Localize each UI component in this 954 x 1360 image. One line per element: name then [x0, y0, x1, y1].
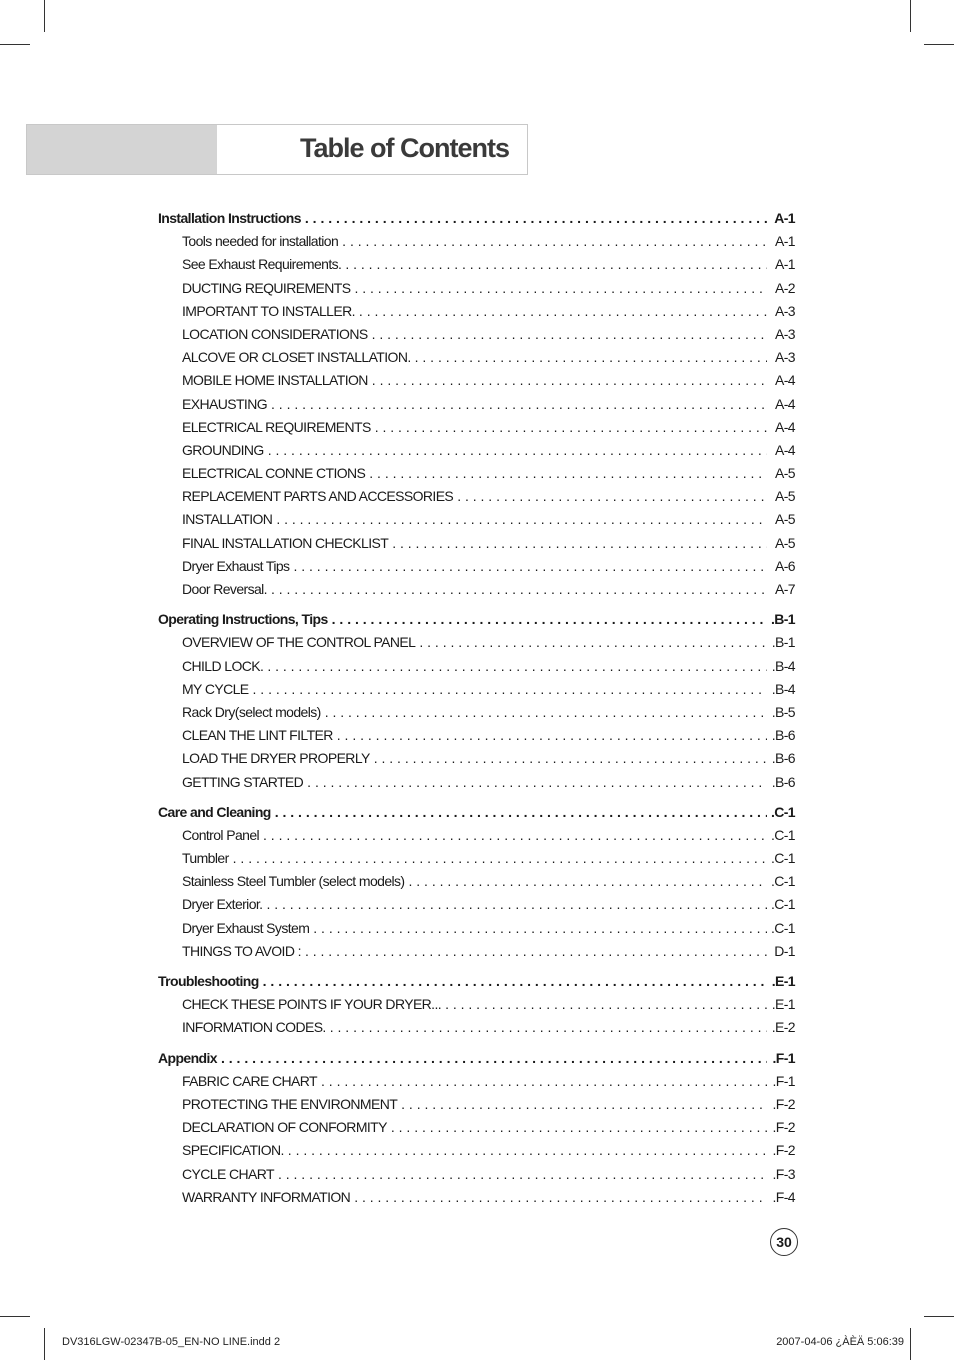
dot-leader	[305, 943, 767, 959]
toc-entry-page: .F-1	[772, 1072, 795, 1089]
toc-entry-label: GROUNDING	[182, 441, 264, 458]
toc-entry-page: .C-1	[770, 919, 795, 936]
dot-leader	[354, 1189, 767, 1205]
toc-entry-page: .B-1	[771, 634, 795, 651]
toc-entry-label: REPLACEMENT PARTS AND ACCESSORIES	[182, 488, 454, 505]
crop-mark	[910, 0, 911, 32]
toc-entry	[158, 303, 795, 326]
toc-entry	[158, 535, 795, 558]
toc-entry	[158, 681, 795, 704]
toc-entry-label: DUCTING REQUIREMENTS	[182, 279, 351, 296]
toc-entry-page: .F-2	[772, 1095, 795, 1112]
toc-entry-label: OVERVIEW OF THE CONTROL PANEL	[182, 634, 416, 651]
toc-entry	[158, 1142, 795, 1165]
toc-entry-label: CLEAN THE LINT FILTER	[182, 727, 333, 744]
toc-entry-page: A-5	[775, 534, 795, 551]
dot-leader	[288, 1142, 767, 1158]
toc-entry	[158, 750, 795, 773]
toc-entry	[158, 558, 795, 581]
toc-entry-label: Care and Cleaning	[158, 803, 271, 820]
toc-entry-page: A-5	[775, 465, 795, 482]
toc-entry	[158, 727, 795, 750]
dot-leader	[267, 658, 767, 674]
footer-file-info: DV316LGW-02347B-05_EN-NO LINE.indd 2	[62, 1336, 281, 1348]
toc-entry-label: LOCATION CONSIDERATIONS	[182, 325, 368, 342]
toc-entry-page: .E-2	[771, 1019, 795, 1036]
toc-entry	[158, 920, 795, 943]
toc-entry	[158, 704, 795, 727]
dot-leader	[271, 581, 767, 597]
dot-leader	[401, 1096, 767, 1112]
toc-entry-label: Dryer Exhaust Tips	[182, 557, 290, 574]
crop-mark	[924, 44, 954, 45]
toc-entry	[158, 1119, 795, 1142]
toc-entry-page: .C-1	[770, 896, 795, 913]
dot-leader	[359, 303, 767, 319]
toc-entry	[158, 896, 795, 919]
toc-entry-label: Appendix	[158, 1049, 217, 1066]
dot-leader	[457, 488, 767, 504]
toc-entry-page: A-4	[775, 395, 795, 412]
dot-leader	[337, 727, 767, 743]
title-banner-shade	[27, 125, 217, 174]
toc-entry-page: .C-1	[770, 826, 795, 843]
toc-entry-label: GETTING STARTED	[182, 773, 304, 790]
toc-entry-page: .E-1	[771, 996, 795, 1013]
dot-leader	[369, 465, 767, 481]
crop-mark	[44, 1328, 45, 1360]
toc-section-heading	[158, 1050, 795, 1073]
toc-entry-page: .F-2	[772, 1119, 795, 1136]
toc-entry-label: Tumbler	[182, 850, 229, 867]
toc-entry-page: .B-1	[770, 611, 795, 628]
crop-mark	[44, 0, 45, 32]
toc-entry-label: CHILD LOCK.	[182, 657, 264, 674]
table-of-contents	[158, 210, 795, 1219]
page-number: 30	[770, 1228, 798, 1256]
dot-leader	[268, 442, 767, 458]
toc-entry-label: ELECTRICAL REQUIREMENTS	[182, 418, 371, 435]
toc-section-heading	[158, 804, 795, 827]
toc-entry	[158, 349, 795, 372]
toc-entry-page: A-6	[775, 557, 795, 574]
toc-entry-page: A-1	[774, 210, 795, 226]
dot-leader	[276, 511, 767, 527]
toc-entry-page: .B-5	[771, 703, 795, 720]
toc-entry-label: FINAL INSTALLATION CHECKLIST	[182, 534, 389, 551]
dot-leader	[330, 1019, 767, 1035]
dot-leader	[266, 896, 767, 912]
toc-entry-page: .B-4	[771, 657, 795, 674]
toc-entry-page: .C-1	[770, 873, 795, 890]
toc-entry	[158, 1073, 795, 1096]
toc-entry	[158, 419, 795, 442]
toc-entry-page: .C-1	[770, 803, 795, 820]
toc-entry-page: A-4	[775, 441, 795, 458]
toc-section	[158, 804, 795, 966]
toc-entry-label: Door Reversal.	[182, 581, 267, 597]
toc-entry	[158, 326, 795, 349]
toc-entry-page: D-1	[774, 942, 795, 959]
toc-entry-label: SPECIFICATION.	[182, 1142, 284, 1159]
dot-leader	[342, 233, 767, 249]
toc-entry-label: IMPORTANT TO INSTALLER.	[182, 302, 355, 319]
toc-entry-page: .B-6	[771, 727, 795, 744]
dot-leader	[275, 804, 767, 820]
toc-entry-label: INFORMATION CODES.	[182, 1019, 326, 1036]
toc-entry	[158, 827, 795, 850]
toc-entry	[158, 1166, 795, 1189]
dot-leader	[263, 973, 767, 989]
dot-leader	[321, 1073, 767, 1089]
toc-entry-label: EXHAUSTING	[182, 395, 268, 412]
toc-entry	[158, 873, 795, 896]
toc-entry	[158, 634, 795, 657]
dot-leader	[278, 1166, 767, 1182]
toc-entry	[158, 850, 795, 873]
crop-mark	[910, 1328, 911, 1360]
toc-entry-label: MOBILE HOME INSTALLATION	[182, 372, 368, 389]
dot-leader	[221, 1050, 767, 1066]
toc-entry-label: FABRIC CARE CHART	[182, 1072, 318, 1089]
toc-entry-page: A-1	[775, 256, 795, 273]
toc-entry	[158, 396, 795, 419]
toc-entry	[158, 280, 795, 303]
dot-leader	[445, 996, 767, 1012]
toc-entry-page: .F-4	[772, 1188, 795, 1205]
toc-entry	[158, 465, 795, 488]
dot-leader	[354, 280, 767, 296]
toc-entry	[158, 581, 795, 604]
toc-section	[158, 1050, 795, 1212]
toc-section-heading	[158, 210, 795, 233]
toc-entry-label: CYCLE CHART	[182, 1165, 274, 1182]
toc-entry-page: A-4	[775, 372, 795, 389]
toc-entry-label: Troubleshooting	[158, 973, 259, 989]
dot-leader	[374, 750, 767, 766]
toc-entry-label: WARRANTY INFORMATION	[182, 1188, 351, 1205]
dot-leader	[271, 396, 767, 412]
toc-entry-page: .B-6	[771, 773, 795, 790]
toc-entry-page: A-3	[775, 302, 795, 319]
toc-entry	[158, 256, 795, 279]
toc-entry-page: .C-1	[770, 850, 795, 867]
dot-leader	[253, 681, 767, 697]
dot-leader	[263, 827, 767, 843]
toc-entry-page: A-3	[775, 325, 795, 342]
toc-entry	[158, 996, 795, 1019]
dot-leader	[408, 873, 767, 889]
toc-entry	[158, 1189, 795, 1212]
toc-entry-page: .F-3	[772, 1165, 795, 1182]
toc-entry	[158, 774, 795, 797]
dot-leader	[293, 558, 767, 574]
toc-entry-label: Operating Instructions, Tips	[158, 611, 328, 628]
toc-entry-label: DECLARATION OF CONFORMITY	[182, 1119, 387, 1136]
toc-entry-page: A-4	[775, 418, 795, 435]
title-banner	[26, 124, 528, 175]
dot-leader	[305, 210, 767, 226]
toc-entry-label: ALCOVE OR CLOSET INSTALLATION.	[182, 349, 411, 366]
dot-leader	[372, 326, 767, 342]
dot-leader	[332, 611, 767, 627]
toc-entry-label: Stainless Steel Tumbler (select models)	[182, 873, 405, 890]
dot-leader	[392, 535, 767, 551]
toc-entry-label: CHECK THESE POINTS IF YOUR DRYER...	[182, 996, 442, 1013]
toc-entry-label: Dryer Exterior.	[182, 896, 263, 913]
dot-leader	[372, 372, 767, 388]
footer-timestamp: 2007-04-06 ¿ÀÈÄ 5:06:39	[776, 1336, 904, 1348]
page-title: Table of Contents	[300, 133, 509, 163]
toc-entry-page: .B-6	[771, 750, 795, 767]
dot-leader	[375, 419, 767, 435]
toc-entry-page: .E-1	[771, 973, 795, 989]
toc-entry-label: Rack Dry(select models)	[182, 703, 321, 720]
toc-entry	[158, 943, 795, 966]
toc-section	[158, 611, 795, 797]
toc-entry-label: Dryer Exhaust System	[182, 919, 310, 936]
toc-section-heading	[158, 973, 795, 996]
dot-leader	[313, 920, 767, 936]
dot-leader	[415, 349, 767, 365]
crop-mark	[0, 1316, 30, 1317]
crop-mark	[0, 44, 30, 45]
toc-entry	[158, 233, 795, 256]
dot-leader	[325, 704, 767, 720]
toc-entry	[158, 372, 795, 395]
toc-entry-label: See Exhaust Requirements.	[182, 256, 342, 273]
toc-entry	[158, 442, 795, 465]
toc-entry-label: ELECTRICAL CONNE CTIONS	[182, 465, 366, 482]
toc-entry-label: Installation Instructions	[158, 210, 301, 226]
toc-section	[158, 973, 795, 1043]
toc-entry-page: A-7	[775, 581, 795, 597]
toc-section-heading	[158, 611, 795, 634]
toc-entry-label: INSTALLATION	[182, 511, 273, 528]
toc-entry-page: .F-2	[772, 1142, 795, 1159]
dot-leader	[391, 1119, 767, 1135]
toc-entry-page: A-3	[775, 349, 795, 366]
toc-entry	[158, 658, 795, 681]
toc-entry-label: LOAD THE DRYER PROPERLY	[182, 750, 370, 767]
toc-entry-page: A-5	[775, 488, 795, 505]
dot-leader	[307, 774, 767, 790]
toc-entry	[158, 488, 795, 511]
dot-leader	[345, 256, 767, 272]
toc-entry-label: Tools needed for installation	[182, 233, 339, 250]
dot-leader	[233, 850, 767, 866]
toc-entry-page: A-1	[775, 233, 795, 250]
toc-entry-label: THINGS TO AVOID :	[182, 942, 301, 959]
toc-entry-page: A-5	[775, 511, 795, 528]
toc-entry-page: .F-1	[772, 1049, 795, 1066]
toc-section	[158, 210, 795, 604]
toc-entry-label: PROTECTING THE ENVIRONMENT	[182, 1095, 398, 1112]
toc-entry-label: Control Panel	[182, 826, 260, 843]
toc-entry-label: MY CYCLE	[182, 680, 249, 697]
crop-mark	[924, 1316, 954, 1317]
toc-entry	[158, 1096, 795, 1119]
toc-entry	[158, 1019, 795, 1042]
toc-entry-page: A-2	[775, 279, 795, 296]
dot-leader	[419, 634, 767, 650]
toc-entry	[158, 511, 795, 534]
toc-entry-page: .B-4	[771, 680, 795, 697]
